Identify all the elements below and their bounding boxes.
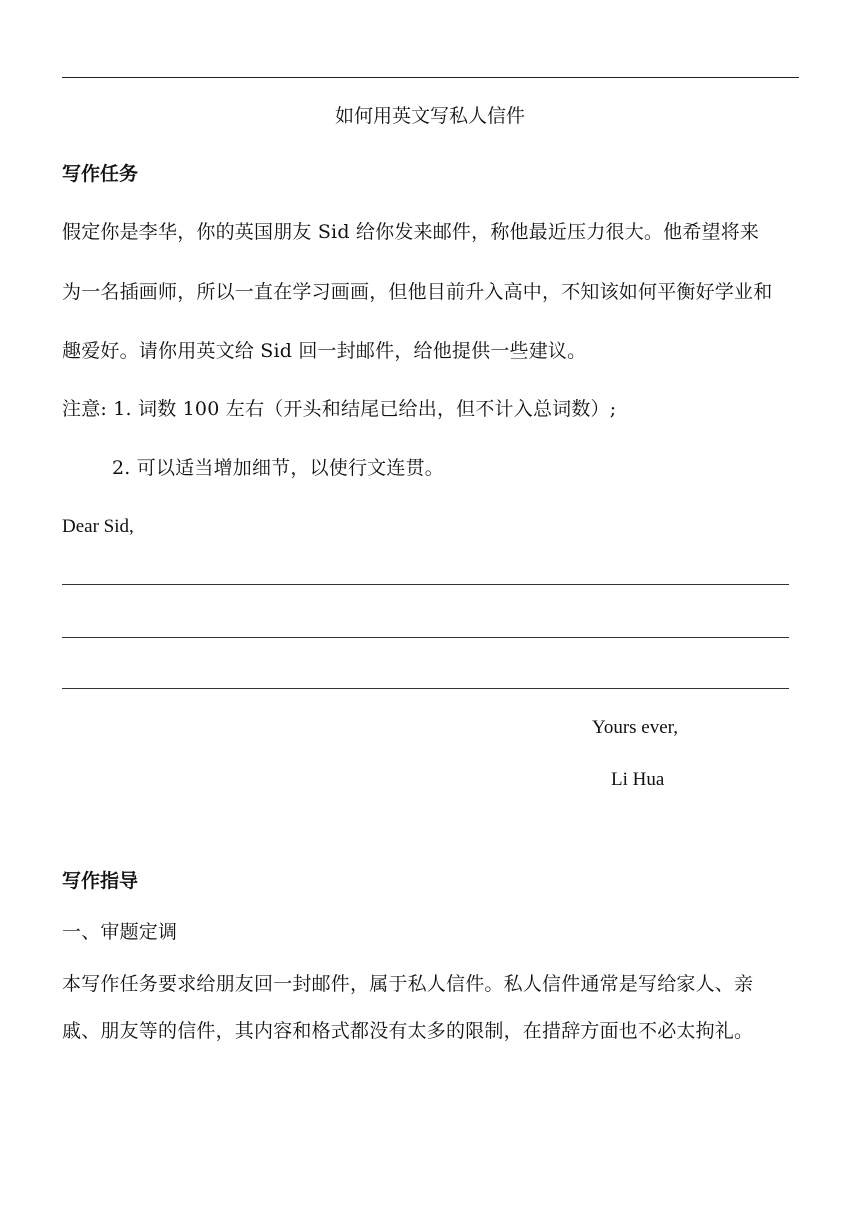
answer-blank-line-2 [62, 637, 789, 638]
task-line-3: 趣爱好。请你用英文给 Sid 回一封邮件，给他提供一些建议。 [62, 340, 587, 362]
closing: Yours ever, [592, 717, 678, 738]
guide-heading: 写作指导 [62, 870, 139, 892]
guide-line-2: 戚、朋友等的信件，其内容和格式都没有太多的限制，在措辞方面也不必太拘礼。 [62, 1020, 754, 1042]
note-1: 注意: 1. 词数 100 左右（开头和结尾已给出，但不计入总词数）; [62, 398, 617, 420]
document-title: 如何用英文写私人信件 [334, 105, 525, 127]
task-line-2: 为一名插画师，所以一直在学习画画，但他目前升入高中，不知该如何平衡好学业和 [62, 281, 773, 303]
header-rule [62, 77, 799, 78]
note-2: 2. 可以适当增加细节，以使行文连贯。 [112, 457, 444, 479]
answer-blank-line-3 [62, 688, 789, 689]
guide-subheading: 一、审题定调 [62, 921, 178, 943]
guide-line-1: 本写作任务要求给朋友回一封邮件，属于私人信件。私人信件通常是写给家人、亲 [62, 973, 754, 995]
signature: Li Hua [611, 769, 665, 790]
answer-blank-line-1 [62, 584, 789, 585]
task-heading: 写作任务 [62, 163, 139, 185]
task-line-1: 假定你是李华，你的英国朋友 Sid 给你发来邮件，称他最近压力很大。他希望将来 [62, 221, 760, 243]
salutation: Dear Sid, [62, 516, 134, 537]
